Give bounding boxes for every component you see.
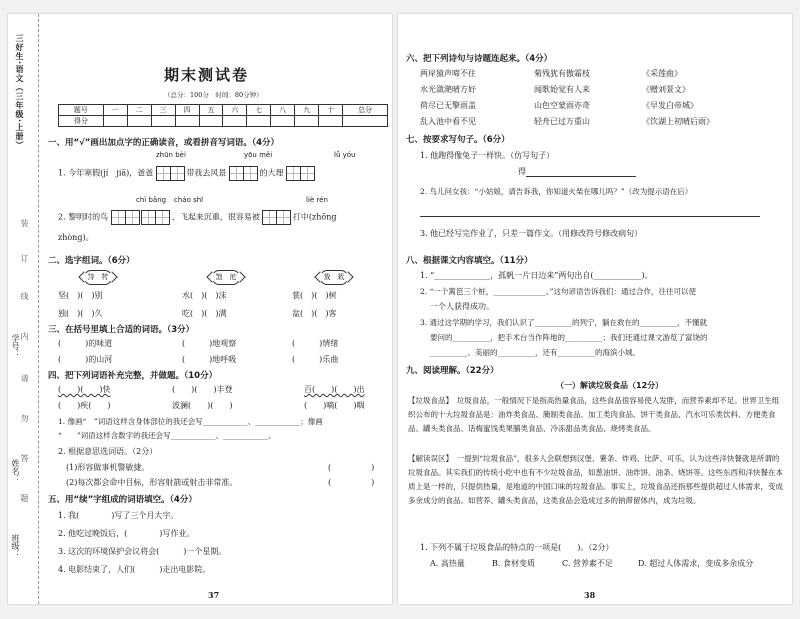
q3-item[interactable]: ( )乐曲 [292, 355, 339, 364]
q8-item[interactable]: 3. 通过这学期的学习，我们认识了__________的列宁，躺在救在的__________，不懂就 [420, 318, 708, 327]
q1-sentence-2-cont: zhòng)。 [58, 233, 94, 242]
q2-item[interactable]: 坚( )( )别 [58, 291, 103, 300]
score-cell: 五 [199, 105, 223, 116]
q2-item[interactable]: 吃( )( )满 [182, 309, 227, 318]
q5-item[interactable]: 3. 这次的环境保护会议将会( )一个星期。 [58, 547, 227, 556]
q4-idiom[interactable]: ( )疾( ) [58, 401, 111, 410]
q9-heading: 九、阅读理解。（22分） [406, 366, 499, 376]
seal-char: 答 [20, 454, 29, 462]
seal-char: 勿 [20, 414, 29, 422]
seal-char: 内 [20, 332, 29, 340]
reading-section-title: （一）解读垃圾食品（12分） [556, 381, 664, 390]
q4-sub2: 2. 根据意思选词语。（2分） [58, 447, 158, 456]
tian-grid-box[interactable] [111, 210, 126, 225]
q8-item[interactable]: 2. “一个篱笆三个桩，______________。”这句谚语告诉我们：通过合作，往往可以使 [420, 287, 696, 296]
q5-item[interactable]: 2. 他吃过晚饭后，( )写作业。 [58, 529, 195, 538]
poem-title[interactable]: 《饮湖上初晴后雨》 [642, 117, 714, 126]
score-table-row [59, 116, 388, 127]
score-cell: 九 [295, 105, 319, 116]
q2-item[interactable]: 裳( )( )树 [292, 291, 337, 300]
score-cell: 总分 [343, 105, 388, 116]
score-cell: 八 [271, 105, 295, 116]
page-number: 38 [584, 590, 596, 600]
q4-idiom[interactable]: ( )( )丰登 [172, 385, 233, 394]
side-series-title: 三好生·语文（三年级·上册） [15, 34, 24, 151]
tian-grid-box[interactable] [243, 166, 258, 181]
q4-idiom[interactable]: ( )( )快 [58, 385, 111, 394]
score-cell: 题号 [59, 105, 104, 116]
left-page [8, 14, 392, 604]
binding-margin [8, 14, 39, 604]
q7-heading: 七、按要求写句子。（6分） [406, 135, 510, 145]
poem-title[interactable]: 《早发白帝城》 [642, 101, 698, 110]
score-input-cell[interactable] [151, 116, 175, 127]
score-cell: 三 [151, 105, 175, 116]
q4-sub2-item: (1)形容做事机警敏捷。 [66, 463, 150, 472]
q2-item[interactable]: 盆( )( )客 [292, 309, 337, 318]
answer-paren[interactable]: ( ) [328, 463, 375, 472]
score-input-cell[interactable] [343, 116, 388, 127]
poem-line[interactable]: 轻舟已过万重山 [534, 117, 590, 126]
score-cell: 十 [319, 105, 343, 116]
score-input-cell[interactable] [319, 116, 343, 127]
q3-item[interactable]: ( )的山河 [58, 355, 113, 364]
score-cell: 二 [127, 105, 151, 116]
poem-title[interactable]: 《赠刘景文》 [642, 85, 690, 94]
mc-option[interactable]: C. 营养素不足 [562, 559, 613, 568]
poem-line[interactable]: 荷尽已无擎雨盖 [420, 101, 476, 110]
student-id-field[interactable]: 学号： [11, 334, 20, 358]
seal-char: 线 [20, 292, 29, 300]
poem-line[interactable]: 菊残犹有傲霜枝 [534, 69, 590, 78]
q4-heading: 四、把下列词语补充完整，并做题。（10分） [48, 371, 218, 381]
score-input-cell[interactable] [103, 116, 127, 127]
q4-idiom[interactable]: ( )嘀( )咽 [304, 401, 365, 410]
score-cell: 七 [247, 105, 271, 116]
tian-grid-box[interactable] [300, 166, 315, 181]
q6-heading: 六、把下列诗句与诗题连起来。（4分） [406, 54, 553, 64]
q1-sentence-1: 1. 今年寒假(jí jiā)，爸爸 带我去风景 的大理 [58, 166, 314, 181]
page-title: 期末测试卷 [164, 66, 250, 84]
poem-line[interactable]: 水光潋滟晴方好 [420, 85, 476, 94]
class-field[interactable]: 班级： [11, 534, 20, 558]
seal-char: 题 [20, 494, 29, 502]
tian-grid-box[interactable] [141, 210, 156, 225]
char-choice-badge: 饱 池 [212, 270, 240, 285]
mc-option[interactable]: B. 食材变质 [492, 559, 535, 568]
q4-sub1-cont: “ ”词语这样含数字的我还会写____________、____________。 [58, 431, 276, 440]
exam-subtitle: （总分：100分 时间：80分钟） [164, 91, 263, 99]
score-input-cell[interactable] [127, 116, 151, 127]
poem-line[interactable]: 闻歌始觉有人来 [534, 85, 590, 94]
tian-grid-box[interactable] [170, 166, 185, 181]
tian-grid-box[interactable] [156, 166, 171, 181]
tian-grid-box[interactable] [262, 210, 277, 225]
q8-item-cont[interactable]: 要问的__________，把手术台当作阵地的__________；我们还通过课文游览了富饶的 [430, 333, 708, 342]
seal-char: 请 [20, 374, 29, 382]
tian-grid-box[interactable] [229, 166, 244, 181]
reading-paragraph: 【垃圾食品】 垃圾食品，一般情况下是指高热量食品，这些食品很容易使人发胖，而营养素却不足。世界卫生组织公布的十大垃圾食品是：油炸类食品、腌制类食品、加工类肉食品、饼干类食品、汽水可乐类饮料、方便类食品、罐头类食品、话梅蜜饯类果脯类食品、冷冻甜品类食品、烧烤类食品。 [408, 396, 780, 433]
pinyin: yōu měi [244, 151, 273, 159]
pinyin: cháo shī [174, 196, 204, 204]
right-page [398, 14, 792, 604]
q7-item: 2. 鸟儿问女孩：“小姑娘，请告诉我，你知道火柴在哪儿吗？”（改为提示语在后） [420, 187, 693, 196]
q7-answer-line[interactable]: 得 [518, 166, 636, 177]
poem-line[interactable]: 乱入池中看不见 [420, 117, 476, 126]
score-input-cell[interactable] [175, 116, 199, 127]
score-table [58, 104, 388, 127]
q3-item[interactable]: ( )的味道 [58, 339, 113, 348]
q8-item-cont: 一个人获得成功。 [430, 302, 494, 311]
tian-grid-box[interactable] [286, 166, 301, 181]
q8-heading: 八、根据课文内容填空。（11分） [406, 256, 533, 266]
q5-item[interactable]: 4. 电影结束了，人们( )走出电影院。 [58, 565, 211, 574]
pinyin: chì bǎng [136, 196, 167, 204]
q7-item: 3. 他已经写完作业了，只差一篇作文。（用修改符号修改病句） [420, 229, 643, 238]
q4-idiom[interactable]: 波澜( )( ) [172, 401, 233, 410]
q8-item-cont[interactable]: __________、美丽的__________，还有__________的海滨小城。 [430, 348, 640, 357]
seal-char: 装 [20, 219, 29, 227]
q4-sub1: 1. 像画“ ”词语这样含身体部位的我还会写____________、____________；像画 [58, 417, 323, 426]
q2-heading: 二、选字组词。（6分） [48, 256, 135, 266]
score-input-cell[interactable] [199, 116, 223, 127]
poem-title[interactable]: 《采莲曲》 [642, 69, 682, 78]
score-input-cell[interactable] [223, 116, 247, 127]
score-table-row [59, 105, 388, 116]
pinyin: lǚ yóu [334, 151, 356, 159]
q2-item[interactable]: 水( )( )沫 [182, 291, 227, 300]
q4-idiom[interactable]: 百( )( )出 [304, 385, 365, 394]
q2-item[interactable]: 独( )( )久 [58, 309, 103, 318]
q3-heading: 三、在括号里填上合适的词语。（3分） [48, 325, 195, 335]
pinyin: liè rén [306, 196, 328, 204]
q7-item: 1. 他跑得像兔子一样快。（仿写句子） [420, 151, 555, 160]
q1-sentence-2: 2. 黎明时的鸟 ，飞起来沉重，很容易被 打中(zhōng [58, 210, 337, 225]
tian-grid-box[interactable] [125, 210, 140, 225]
score-cell: 四 [175, 105, 199, 116]
score-cell: 六 [223, 105, 247, 116]
q3-item[interactable]: ( )地观察 [182, 339, 237, 348]
name-field[interactable]: 姓名： [11, 459, 20, 483]
score-cell: 一 [103, 105, 127, 116]
q4-sub2-item: (2)每次都会命中目标，形容射箭或射击非常准。 [66, 478, 238, 487]
pinyin: zhūn bèi [156, 151, 186, 159]
answer-paren[interactable]: ( ) [328, 478, 375, 487]
score-input-cell[interactable] [295, 116, 319, 127]
tian-grid-box[interactable] [155, 210, 170, 225]
char-choice-badge: 裁 栽 [320, 270, 348, 285]
poem-line[interactable]: 两岸猿声啼不住 [420, 69, 476, 78]
seal-char: 订 [20, 254, 29, 262]
q3-item[interactable]: ( )地呼吸 [182, 355, 237, 364]
score-input-cell[interactable] [247, 116, 271, 127]
q7-answer-line[interactable] [420, 208, 760, 217]
q1-heading: 一、用“√”画出加点字的正确读音，或看拼音写词语。（4分） [48, 138, 280, 148]
q3-item[interactable]: ( )情绪 [292, 339, 339, 348]
mc-option[interactable]: D. 超过人体需求，变成多余成分 [638, 559, 754, 568]
tian-grid-box[interactable] [276, 210, 291, 225]
q5-heading: 五、用“续”字组成的词语填空。（4分） [48, 495, 197, 505]
page-number: 37 [208, 590, 220, 600]
score-cell: 得分 [59, 116, 104, 127]
mc-question: 1. 下列不属于垃圾食品的特点的一项是( )。（2分） [420, 543, 614, 552]
score-input-cell[interactable] [271, 116, 295, 127]
char-choice-badge: 持 特 [84, 270, 112, 285]
mc-option[interactable]: A. 高热量 [430, 559, 465, 568]
q5-item[interactable]: 1. 我( )写了三个月大字。 [58, 511, 179, 520]
poem-line[interactable]: 山色空蒙雨亦奇 [534, 101, 590, 110]
q8-item[interactable]: 1. “______________，孤帆一片日边来”两句出自(____________)。 [420, 271, 653, 280]
reading-paragraph: 【解读误区】 一提到“垃圾食品”，很多人会联想到汉堡、薯条、炸鸡、比萨、可乐，认为这些洋快餐就是所谓的垃圾食品。其实我们的传统小吃中也有不少垃圾食品，如葱油饼、油炸饼、油条、烧饼等。这些东西和洋快餐在本质上是一样的，只提供热量，是地道的中国口味的垃圾食品。事实上，垃圾食品还指那些提供超过人体需求，变成多余成分的食品。如营养、罐头类食品，这类食品会造成过多的钠滞留体内，成为垃圾。 [408, 454, 783, 505]
